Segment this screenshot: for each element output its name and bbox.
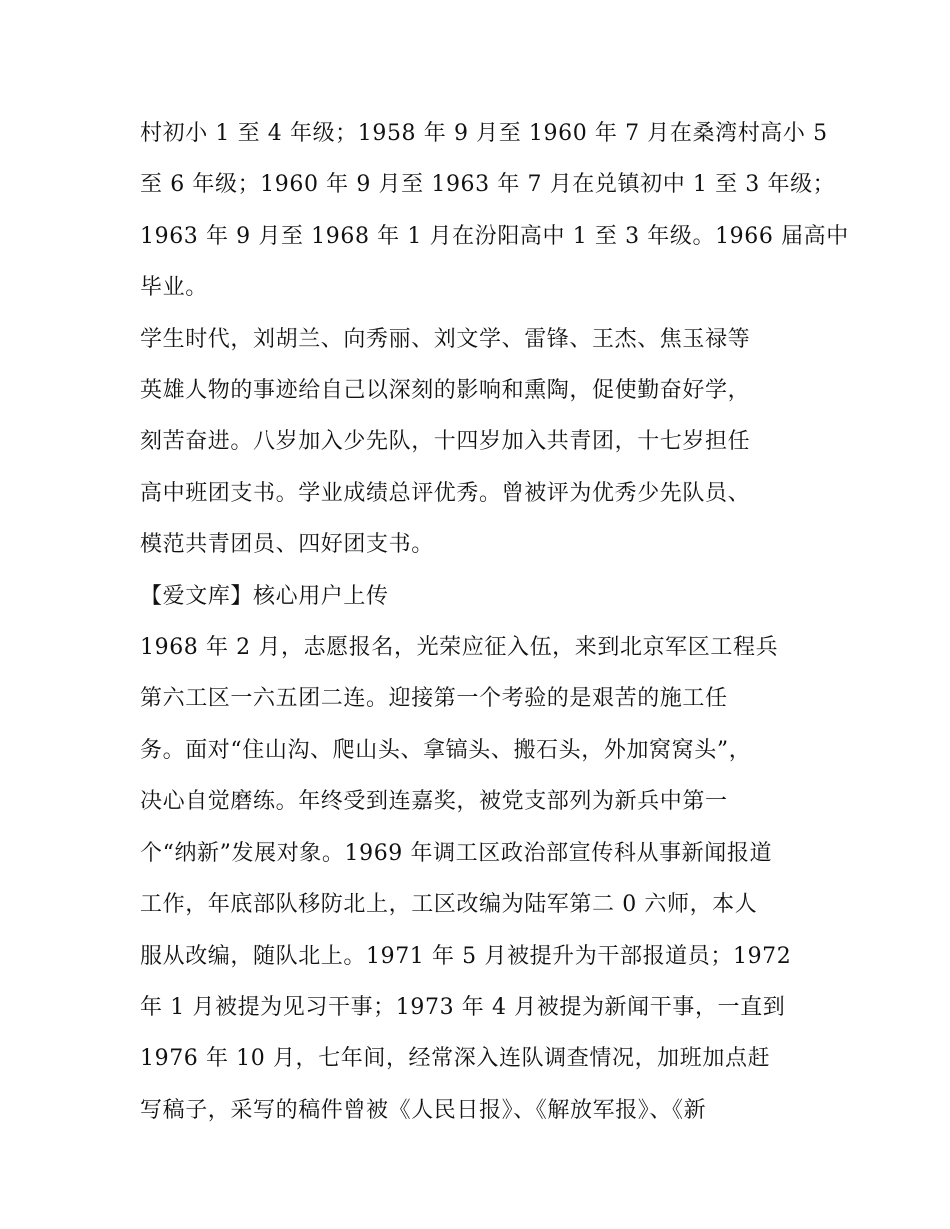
text-line: 工作，年底部队移防北上，工区改编为陆军第二 0 六师，本人 <box>140 892 758 918</box>
text-line: 高中班团支书。学业成绩总评优秀。曾被评为优秀少先队员、 <box>140 480 751 506</box>
text-line: 年 1 月被提为见习干事；1973 年 4 月被提为新闻干事，一直到 <box>140 994 786 1020</box>
text-line: 服从改编，随队北上。1971 年 5 月被提升为干部报道员；1972 <box>140 943 792 969</box>
text-line: 务。面对“住山沟、爬山头、拿镐头、搬石头，外加窝窝头”， <box>140 737 752 763</box>
text-line: 个“纳新”发展对象。1969 年调工区政治部宣传科从事新闻报道 <box>140 840 773 866</box>
watermark-line: 【爱文库】核心用户上传 <box>140 583 389 609</box>
text-line: 毕业。 <box>140 275 208 301</box>
text-line: 1963 年 9 月至 1968 年 1 月在汾阳高中 1 至 3 年级。1966 届高中 <box>140 223 849 249</box>
text-line: 至 6 年级；1960 年 9 月至 1963 年 7 月在兑镇初中 1 至 3 年级； <box>140 172 836 198</box>
document-body <box>140 108 849 1136</box>
text-line: 模范共青团员、四好团支书。 <box>140 532 434 558</box>
text-line: 决心自觉磨练。年终受到连嘉奖，被党支部列为新兵中第一 <box>140 789 728 815</box>
text-line: 第六工区一六五团二连。迎接第一个考验的是艰苦的施工任 <box>140 686 728 712</box>
text-line: 英雄人物的事迹给自己以深刻的影响和熏陶，促使勤奋好学， <box>140 378 751 404</box>
text-line: 写稿子，采写的稿件曾被《人民日报》、《解放军报》、《新 <box>140 1097 707 1123</box>
text-line: 学生时代，刘胡兰、向秀丽、刘文学、雷锋、王杰、焦玉禄等 <box>140 326 751 352</box>
text-line: 刻苦奋进。八岁加入少先队，十四岁加入共青团，十七岁担任 <box>140 429 751 455</box>
text-line: 村初小 1 至 4 年级；1958 年 9 月至 1960 年 7 月在桑湾村高小 5 <box>140 121 828 146</box>
text-line: 1976 年 10 月，七年间，经常深入连队调查情况，加班加点赶 <box>140 1046 771 1072</box>
text-line: 1968 年 2 月，志愿报名，光荣应征入伍，来到北京军区工程兵 <box>140 635 779 661</box>
